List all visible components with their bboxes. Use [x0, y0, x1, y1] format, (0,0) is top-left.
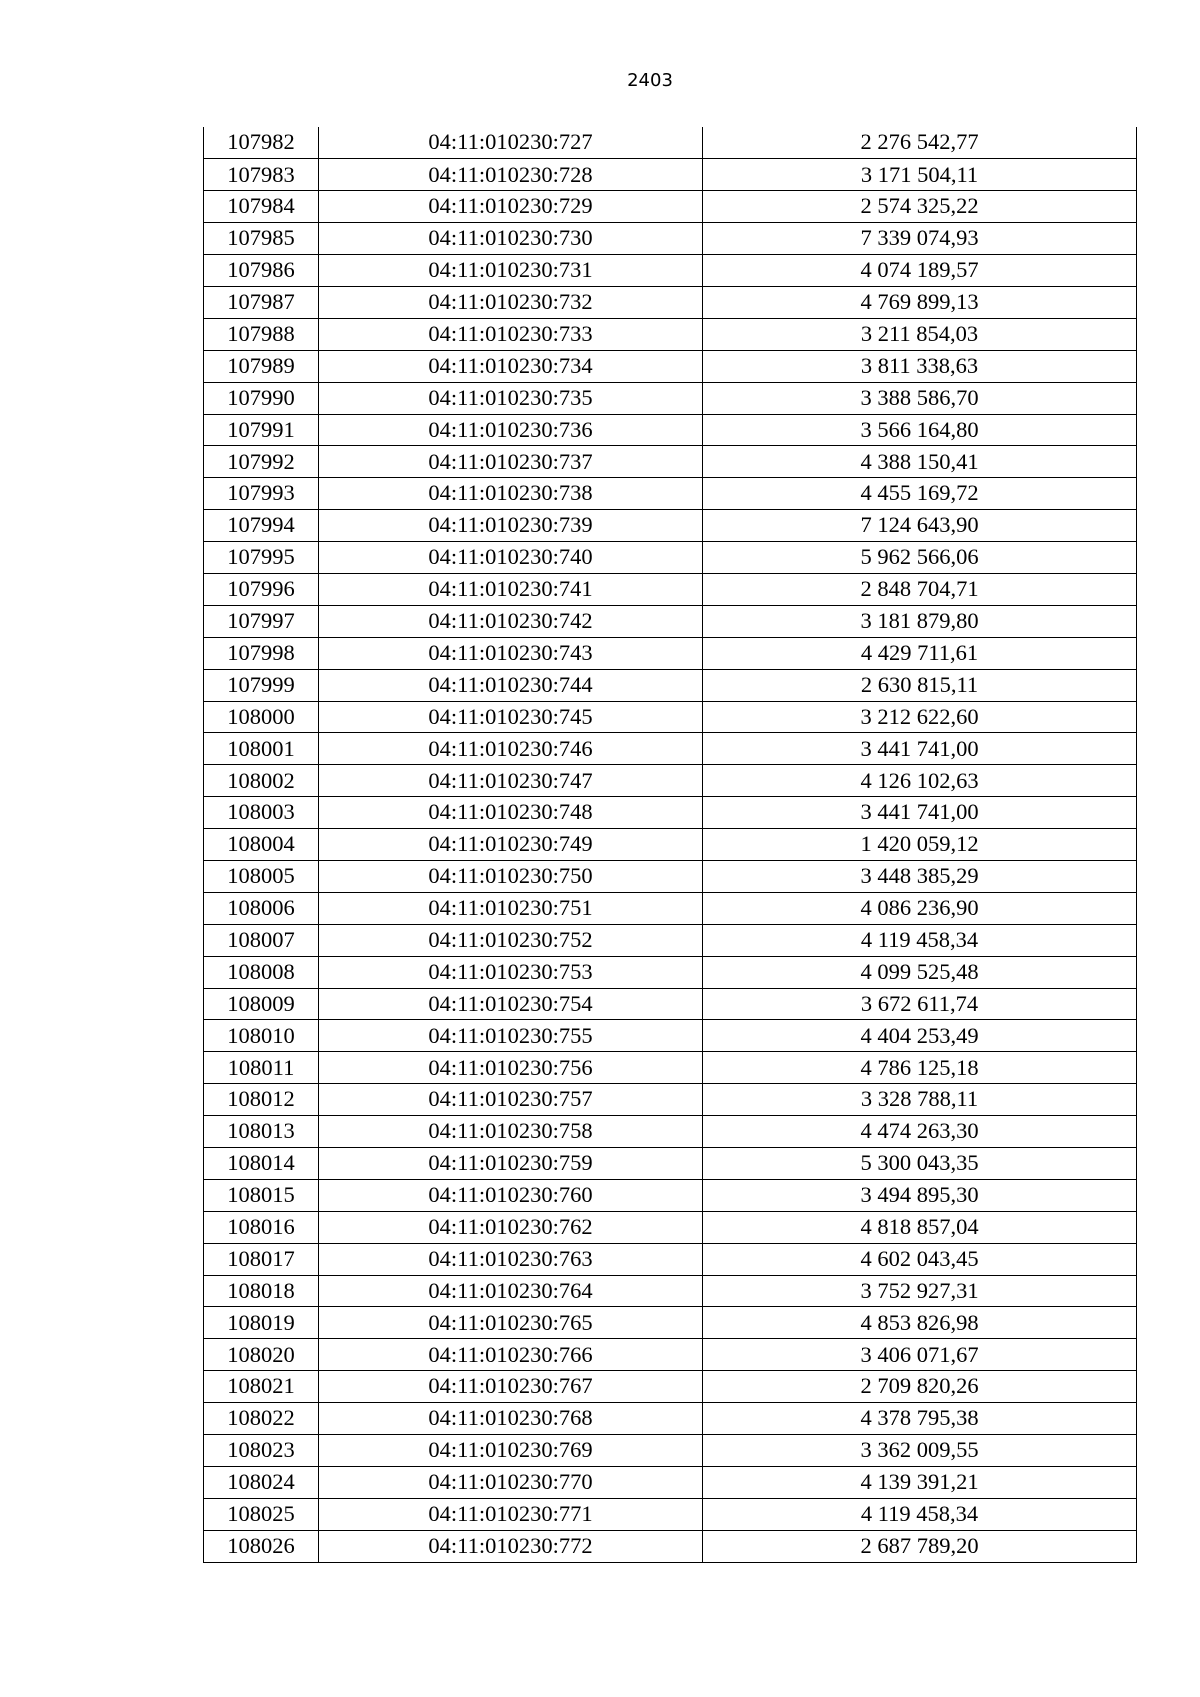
table-row [204, 733, 1137, 765]
row-number-cell: 108024 [204, 1466, 319, 1498]
table-row [204, 414, 1137, 446]
table-row [204, 478, 1137, 510]
table-row [204, 1179, 1137, 1211]
value-cell: 4 378 795,38 [703, 1403, 1137, 1435]
row-number-cell: 107988 [204, 318, 319, 350]
row-number-cell: 107989 [204, 350, 319, 382]
table-row [204, 159, 1137, 191]
table-row [204, 892, 1137, 924]
cadastral-number-cell: 04:11:010230:730 [319, 223, 703, 255]
value-cell: 4 474 263,30 [703, 1116, 1137, 1148]
cadastral-number-cell: 04:11:010230:767 [319, 1371, 703, 1403]
value-cell: 2 630 815,11 [703, 669, 1137, 701]
table-row [204, 1371, 1137, 1403]
value-cell: 4 818 857,04 [703, 1211, 1137, 1243]
cadastral-number-cell: 04:11:010230:758 [319, 1116, 703, 1148]
row-number-cell: 108003 [204, 797, 319, 829]
table-row [204, 191, 1137, 223]
value-cell: 3 672 611,74 [703, 988, 1137, 1020]
cadastral-number-cell: 04:11:010230:746 [319, 733, 703, 765]
cadastral-number-cell: 04:11:010230:740 [319, 542, 703, 574]
value-cell: 3 811 338,63 [703, 350, 1137, 382]
cadastral-number-cell: 04:11:010230:734 [319, 350, 703, 382]
value-cell: 3 566 164,80 [703, 414, 1137, 446]
table-row [204, 573, 1137, 605]
registry-table [203, 127, 1137, 1563]
value-cell: 3 441 741,00 [703, 733, 1137, 765]
table-row [204, 223, 1137, 255]
table-row [204, 1339, 1137, 1371]
table-row [204, 1052, 1137, 1084]
value-cell: 4 086 236,90 [703, 892, 1137, 924]
cadastral-number-cell: 04:11:010230:755 [319, 1020, 703, 1052]
table-row [204, 542, 1137, 574]
value-cell: 4 455 169,72 [703, 478, 1137, 510]
row-number-cell: 108021 [204, 1371, 319, 1403]
cadastral-number-cell: 04:11:010230:771 [319, 1498, 703, 1530]
row-number-cell: 108008 [204, 956, 319, 988]
cadastral-number-cell: 04:11:010230:753 [319, 956, 703, 988]
row-number-cell: 107999 [204, 669, 319, 701]
table-row [204, 446, 1137, 478]
value-cell: 3 171 504,11 [703, 159, 1137, 191]
table-row [204, 1403, 1137, 1435]
row-number-cell: 108022 [204, 1403, 319, 1435]
table-row [204, 127, 1137, 159]
value-cell: 4 119 458,34 [703, 1498, 1137, 1530]
value-cell: 4 126 102,63 [703, 765, 1137, 797]
cadastral-number-cell: 04:11:010230:751 [319, 892, 703, 924]
table-row [204, 1307, 1137, 1339]
value-cell: 3 494 895,30 [703, 1179, 1137, 1211]
table-row [204, 350, 1137, 382]
value-cell: 5 962 566,06 [703, 542, 1137, 574]
cadastral-number-cell: 04:11:010230:731 [319, 255, 703, 287]
value-cell: 4 119 458,34 [703, 924, 1137, 956]
row-number-cell: 108002 [204, 765, 319, 797]
cadastral-number-cell: 04:11:010230:760 [319, 1179, 703, 1211]
table-row [204, 1211, 1137, 1243]
row-number-cell: 108000 [204, 701, 319, 733]
table-row [204, 765, 1137, 797]
table-row [204, 510, 1137, 542]
value-cell: 1 420 059,12 [703, 829, 1137, 861]
row-number-cell: 107993 [204, 478, 319, 510]
row-number-cell: 108020 [204, 1339, 319, 1371]
value-cell: 3 448 385,29 [703, 860, 1137, 892]
cadastral-number-cell: 04:11:010230:752 [319, 924, 703, 956]
row-number-cell: 107985 [204, 223, 319, 255]
value-cell: 3 441 741,00 [703, 797, 1137, 829]
cadastral-number-cell: 04:11:010230:749 [319, 829, 703, 861]
table-row [204, 988, 1137, 1020]
cadastral-number-cell: 04:11:010230:738 [319, 478, 703, 510]
value-cell: 2 709 820,26 [703, 1371, 1137, 1403]
table-row [204, 1530, 1137, 1562]
cadastral-number-cell: 04:11:010230:743 [319, 637, 703, 669]
value-cell: 4 769 899,13 [703, 286, 1137, 318]
table-row [204, 318, 1137, 350]
row-number-cell: 108009 [204, 988, 319, 1020]
cadastral-number-cell: 04:11:010230:764 [319, 1275, 703, 1307]
cadastral-number-cell: 04:11:010230:745 [319, 701, 703, 733]
value-cell: 4 429 711,61 [703, 637, 1137, 669]
registry-table-body [204, 127, 1137, 1562]
cadastral-number-cell: 04:11:010230:733 [319, 318, 703, 350]
value-cell: 3 181 879,80 [703, 605, 1137, 637]
table-row [204, 956, 1137, 988]
cadastral-number-cell: 04:11:010230:759 [319, 1148, 703, 1180]
row-number-cell: 107994 [204, 510, 319, 542]
value-cell: 3 212 622,60 [703, 701, 1137, 733]
cadastral-number-cell: 04:11:010230:747 [319, 765, 703, 797]
row-number-cell: 108014 [204, 1148, 319, 1180]
row-number-cell: 108026 [204, 1530, 319, 1562]
table-row [204, 255, 1137, 287]
cadastral-number-cell: 04:11:010230:772 [319, 1530, 703, 1562]
value-cell: 3 752 927,31 [703, 1275, 1137, 1307]
table-row [204, 286, 1137, 318]
cadastral-number-cell: 04:11:010230:768 [319, 1403, 703, 1435]
row-number-cell: 107991 [204, 414, 319, 446]
table-row [204, 924, 1137, 956]
cadastral-number-cell: 04:11:010230:748 [319, 797, 703, 829]
cadastral-number-cell: 04:11:010230:765 [319, 1307, 703, 1339]
cadastral-number-cell: 04:11:010230:736 [319, 414, 703, 446]
cadastral-number-cell: 04:11:010230:727 [319, 127, 703, 159]
row-number-cell: 107995 [204, 542, 319, 574]
row-number-cell: 108001 [204, 733, 319, 765]
row-number-cell: 108005 [204, 860, 319, 892]
cadastral-number-cell: 04:11:010230:754 [319, 988, 703, 1020]
value-cell: 3 211 854,03 [703, 318, 1137, 350]
cadastral-number-cell: 04:11:010230:732 [319, 286, 703, 318]
page-number: 2403 [627, 70, 673, 91]
table-row [204, 829, 1137, 861]
row-number-cell: 107996 [204, 573, 319, 605]
cadastral-number-cell: 04:11:010230:757 [319, 1084, 703, 1116]
value-cell: 4 074 189,57 [703, 255, 1137, 287]
cadastral-number-cell: 04:11:010230:770 [319, 1466, 703, 1498]
row-number-cell: 108006 [204, 892, 319, 924]
value-cell: 4 388 150,41 [703, 446, 1137, 478]
row-number-cell: 108025 [204, 1498, 319, 1530]
value-cell: 7 339 074,93 [703, 223, 1137, 255]
value-cell: 3 328 788,11 [703, 1084, 1137, 1116]
table-row [204, 701, 1137, 733]
table-row [204, 1243, 1137, 1275]
row-number-cell: 108004 [204, 829, 319, 861]
cadastral-number-cell: 04:11:010230:769 [319, 1435, 703, 1467]
value-cell: 3 406 071,67 [703, 1339, 1137, 1371]
value-cell: 3 388 586,70 [703, 382, 1137, 414]
table-row [204, 1435, 1137, 1467]
cadastral-number-cell: 04:11:010230:762 [319, 1211, 703, 1243]
row-number-cell: 107982 [204, 127, 319, 159]
table-row [204, 382, 1137, 414]
row-number-cell: 108012 [204, 1084, 319, 1116]
row-number-cell: 108013 [204, 1116, 319, 1148]
cadastral-number-cell: 04:11:010230:729 [319, 191, 703, 223]
table-row [204, 1148, 1137, 1180]
table-row [204, 797, 1137, 829]
row-number-cell: 107983 [204, 159, 319, 191]
cadastral-number-cell: 04:11:010230:763 [319, 1243, 703, 1275]
cadastral-number-cell: 04:11:010230:737 [319, 446, 703, 478]
table-row [204, 605, 1137, 637]
row-number-cell: 107986 [204, 255, 319, 287]
table-row [204, 1466, 1137, 1498]
table-row [204, 1275, 1137, 1307]
row-number-cell: 107992 [204, 446, 319, 478]
cadastral-number-cell: 04:11:010230:739 [319, 510, 703, 542]
table-row [204, 669, 1137, 701]
value-cell: 4 602 043,45 [703, 1243, 1137, 1275]
value-cell: 4 404 253,49 [703, 1020, 1137, 1052]
value-cell: 2 574 325,22 [703, 191, 1137, 223]
table-row [204, 1498, 1137, 1530]
value-cell: 4 099 525,48 [703, 956, 1137, 988]
table-row [204, 637, 1137, 669]
cadastral-number-cell: 04:11:010230:742 [319, 605, 703, 637]
cadastral-number-cell: 04:11:010230:756 [319, 1052, 703, 1084]
value-cell: 4 786 125,18 [703, 1052, 1137, 1084]
table-row [204, 1020, 1137, 1052]
cadastral-number-cell: 04:11:010230:750 [319, 860, 703, 892]
row-number-cell: 107984 [204, 191, 319, 223]
value-cell: 7 124 643,90 [703, 510, 1137, 542]
value-cell: 2 687 789,20 [703, 1530, 1137, 1562]
table-row [204, 860, 1137, 892]
row-number-cell: 107997 [204, 605, 319, 637]
cadastral-number-cell: 04:11:010230:728 [319, 159, 703, 191]
row-number-cell: 108007 [204, 924, 319, 956]
cadastral-number-cell: 04:11:010230:735 [319, 382, 703, 414]
row-number-cell: 107987 [204, 286, 319, 318]
cadastral-number-cell: 04:11:010230:741 [319, 573, 703, 605]
cadastral-number-cell: 04:11:010230:766 [319, 1339, 703, 1371]
cadastral-number-cell: 04:11:010230:744 [319, 669, 703, 701]
row-number-cell: 108010 [204, 1020, 319, 1052]
value-cell: 2 276 542,77 [703, 127, 1137, 159]
row-number-cell: 108023 [204, 1435, 319, 1467]
row-number-cell: 107990 [204, 382, 319, 414]
row-number-cell: 108015 [204, 1179, 319, 1211]
row-number-cell: 108016 [204, 1211, 319, 1243]
row-number-cell: 108018 [204, 1275, 319, 1307]
row-number-cell: 107998 [204, 637, 319, 669]
value-cell: 4 139 391,21 [703, 1466, 1137, 1498]
table-row [204, 1084, 1137, 1116]
table-row [204, 1116, 1137, 1148]
row-number-cell: 108017 [204, 1243, 319, 1275]
row-number-cell: 108019 [204, 1307, 319, 1339]
value-cell: 4 853 826,98 [703, 1307, 1137, 1339]
value-cell: 2 848 704,71 [703, 573, 1137, 605]
value-cell: 5 300 043,35 [703, 1148, 1137, 1180]
row-number-cell: 108011 [204, 1052, 319, 1084]
value-cell: 3 362 009,55 [703, 1435, 1137, 1467]
